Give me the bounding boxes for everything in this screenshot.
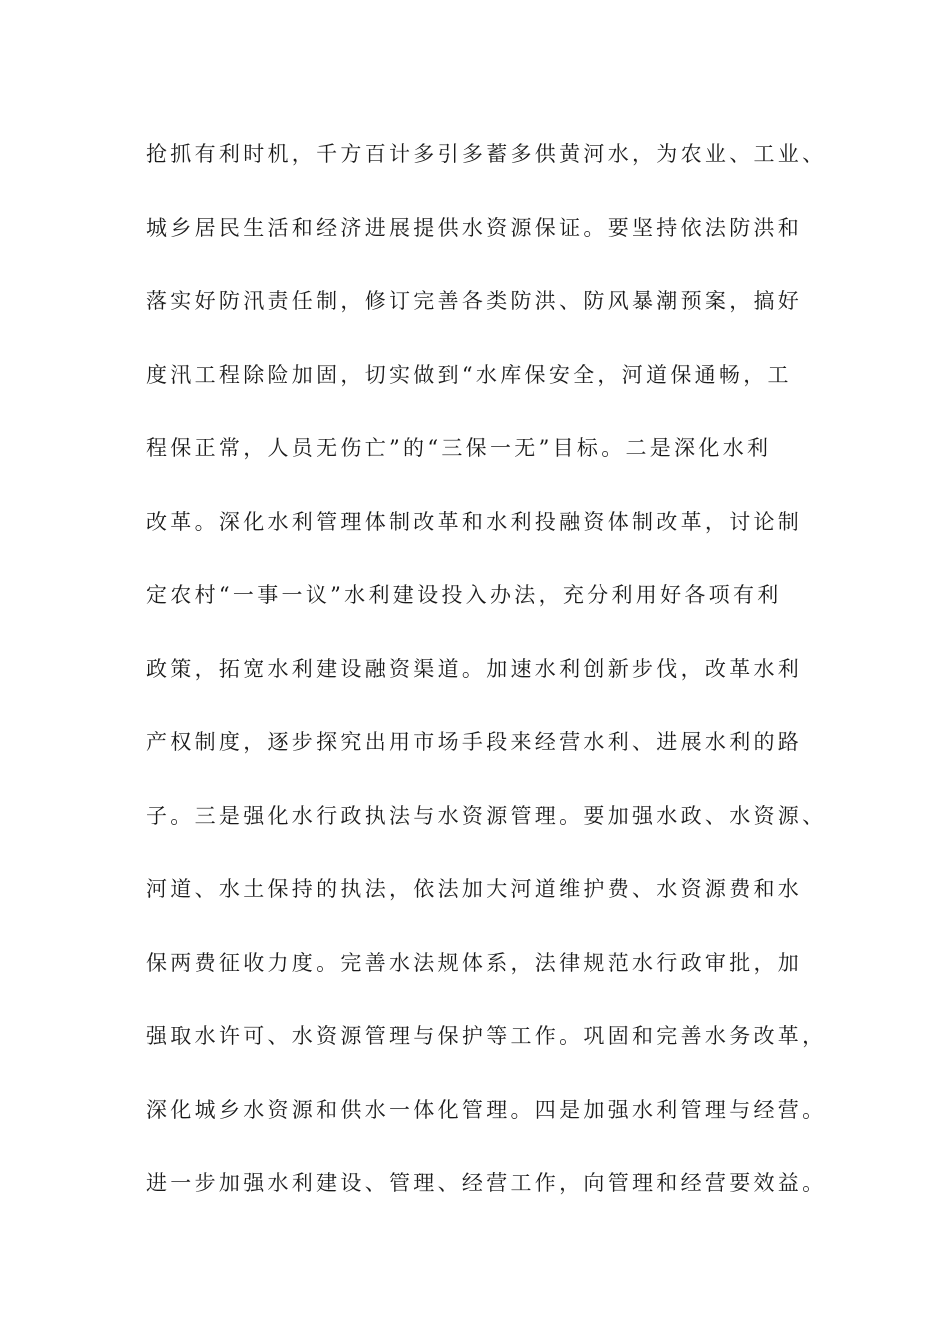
text-line: 进一步加强水利建设、管理、经营工作，向管理和经营要效益。 — [146, 1171, 827, 1195]
text-line: 深化城乡水资源和供水一体化管理。四是加强水利管理与经营。 — [146, 1097, 827, 1122]
text-line: 落实好防汛责任制，修订完善各类防洪、防风暴潮预案，搞好 — [146, 289, 803, 313]
text-line: 城乡居民生活和经济进展提供水资源保证。要坚持依法防洪和 — [146, 215, 803, 240]
text-line: 河道、水土保持的执法，依法加大河道维护费、水资源费和水 — [146, 877, 803, 901]
text-line: 政策，拓宽水利建设融资渠道。加速水利创新步伐，改革水利 — [146, 656, 803, 681]
text-line: 定农村“一事一议”水利建设投入办法，充分利用好各项有利 — [146, 583, 782, 607]
body-paragraph — [146, 128, 836, 1231]
text-line: 产权制度，逐步探究出用市场手段来经营水利、进展水利的路 — [146, 730, 803, 754]
text-line: 度汛工程除险加固，切实做到“水库保安全，河道保通畅，工 — [146, 362, 792, 387]
text-line: 强取水许可、水资源管理与保护等工作。巩固和完善水务改革， — [146, 1024, 827, 1048]
text-line: 改革。深化水利管理体制改革和水利投融资体制改革，讨论制 — [146, 509, 803, 534]
text-line: 抢抓有利时机，千方百计多引多蓄多供黄河水，为农业、工业、 — [146, 142, 827, 166]
text-line: 程保正常，人员无伤亡”的“三保一无”目标。二是深化水利 — [146, 436, 772, 460]
text-line: 子。三是强化水行政执法与水资源管理。要加强水政、水资源、 — [146, 803, 827, 828]
text-line: 保两费征收力度。完善水法规体系，法律规范水行政审批，加 — [146, 950, 803, 975]
